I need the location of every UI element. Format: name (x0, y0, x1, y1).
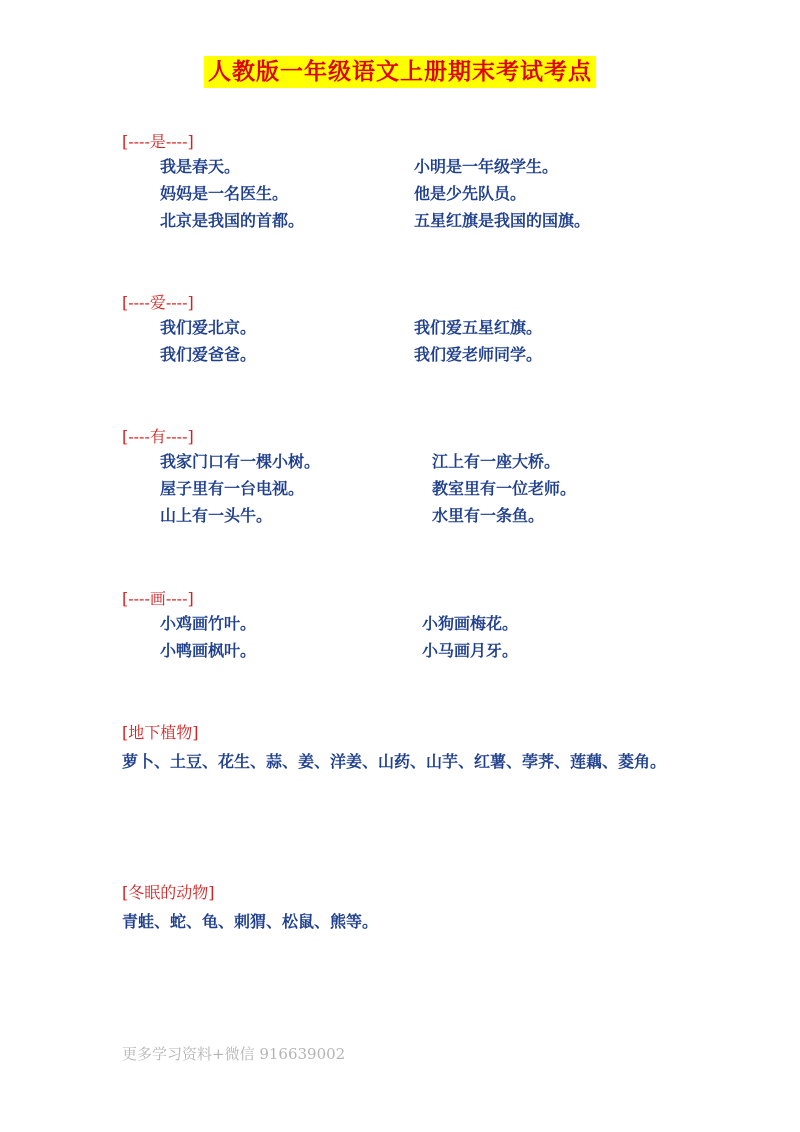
sentence-left: 屋子里有一台电视。 (160, 479, 305, 498)
section-you (122, 426, 577, 529)
section-shi (122, 131, 591, 234)
sentence-row (122, 153, 559, 180)
sentence-right: 小马画月牙。 (422, 641, 519, 660)
section-heading: [----画----] (122, 589, 194, 608)
sentence-left: 我家门口有一棵小树。 (160, 452, 321, 471)
sentence-row (122, 448, 561, 475)
section-heading: [----是----] (122, 132, 194, 151)
sentence-right: 五星红旗是我国的国旗。 (414, 211, 591, 230)
sentence-row (122, 610, 519, 637)
sentence-left: 北京是我国的首都。 (160, 211, 305, 230)
sentence-left: 我们爱北京。 (160, 318, 257, 337)
sentence-row (122, 341, 543, 368)
sentence-left: 小鸭画枫叶。 (160, 641, 257, 660)
sentence-right: 我们爱五星红旗。 (414, 318, 543, 337)
sentence-row (122, 637, 519, 664)
section-hibernating-animals (122, 882, 697, 936)
sentence-left: 妈妈是一名医生。 (160, 184, 289, 203)
sentence-row (122, 475, 577, 502)
sentence-left: 山上有一头牛。 (160, 506, 273, 525)
sentence-left: 我们爱爸爸。 (160, 345, 257, 364)
section-heading: [----爱----] (122, 293, 194, 312)
sentence-row (122, 502, 545, 529)
section-ai (122, 292, 543, 368)
sentence-right: 教室里有一位老师。 (432, 479, 577, 498)
sentence-right: 小狗画梅花。 (422, 614, 519, 633)
section-heading: [----有----] (122, 427, 194, 446)
sentence-row (122, 314, 543, 341)
sentence-right: 水里有一条鱼。 (432, 506, 545, 525)
plants-list: 萝卜、土豆、花生、蒜、姜、洋姜、山药、山芋、红薯、荸荠、莲藕、菱角。 (122, 752, 667, 771)
footer-watermark: 更多学习资料+微信 916639002 (122, 1045, 346, 1063)
section-heading: [地下植物] (122, 723, 199, 742)
sentence-left: 小鸡画竹叶。 (160, 614, 257, 633)
sentence-right: 小明是一年级学生。 (414, 157, 559, 176)
section-hua (122, 588, 519, 664)
sentence-row (122, 180, 527, 207)
page-title: 人教版一年级语文上册期末考试考点 (204, 56, 596, 88)
sentence-right: 他是少先队员。 (414, 184, 527, 203)
animals-list: 青蛙、蛇、龟、刺猬、松鼠、熊等。 (122, 912, 379, 931)
section-heading: [冬眠的动物] (122, 883, 215, 902)
sentence-right: 江上有一座大桥。 (432, 452, 561, 471)
sentence-right: 我们爱老师同学。 (414, 345, 543, 364)
sentence-row (122, 207, 591, 234)
section-underground-plants (122, 722, 697, 776)
sentence-left: 我是春天。 (160, 157, 241, 176)
title-container (0, 56, 800, 88)
